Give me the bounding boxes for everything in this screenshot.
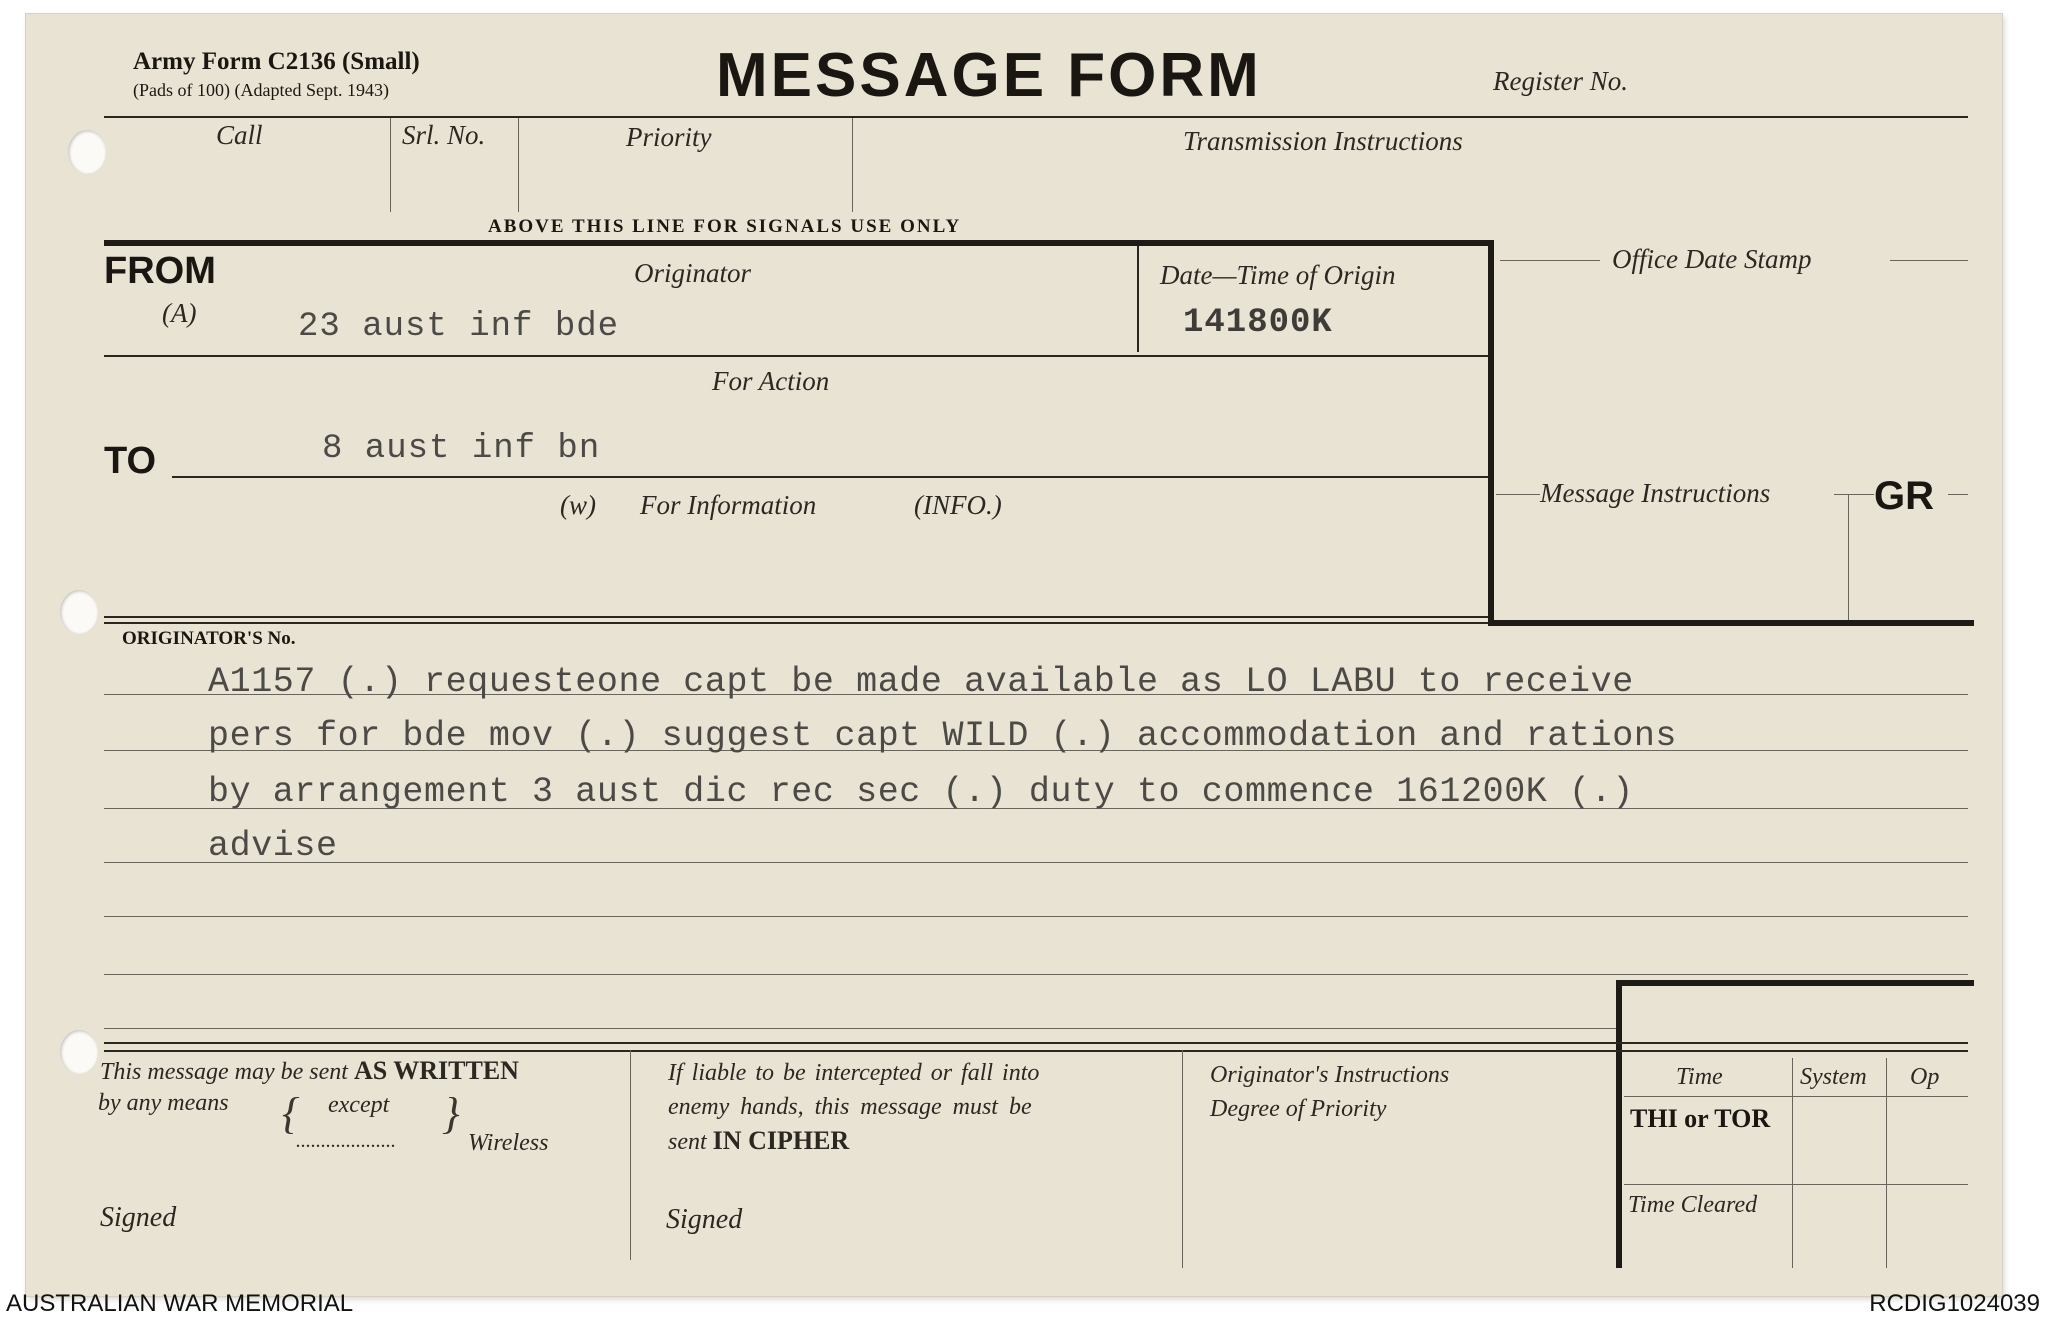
info-w-label: (w) [560,490,596,520]
originator-value: 23 aust inf bde [298,308,620,346]
in-cipher-emphasis: IN CIPHER [712,1126,850,1155]
transmission-instructions-label: Transmission Instructions [1183,126,1463,156]
time-cleared-label: Time Cleared [1628,1192,1758,1218]
instr-rule-mid [1834,494,1874,495]
to-underline [172,476,1488,478]
signals-use-only-note: ABOVE THIS LINE FOR SIGNALS USE ONLY [488,216,962,237]
ruled-line [104,974,1968,975]
wireless-label: Wireless [468,1130,549,1156]
degree-of-priority-label: Degree of Priority [1210,1096,1387,1122]
as-written-prefix: This message may be sent [100,1059,348,1085]
footer-reference: RCDIG1024039 [1869,1290,2040,1317]
as-written-text [100,1056,519,1086]
cipher-text-line2: enemy hands, this message must be [668,1094,1032,1120]
footer-credit: AUSTRALIAN WAR MEMORIAL [6,1290,354,1317]
ruled-line [104,862,1968,863]
stamp-rule-left [1500,260,1600,261]
date-time-origin-value: 141800K [1183,304,1333,342]
message-line: advise [208,826,338,866]
divider [852,118,853,212]
message-line: pers for bde mov (.) suggest capt WILD (.) accommodation and rations [208,716,1678,756]
form-id: Army Form C2136 (Small) [133,48,420,75]
gr-divider [1848,494,1849,620]
except-label: except [328,1092,390,1118]
to-value: 8 aust inf bn [322,430,601,468]
punch-hole [68,130,106,174]
for-action-label: For Action [712,366,830,396]
cipher-prefix: sent [668,1129,707,1155]
punch-hole [60,590,98,634]
time-box-top-rule [1618,980,1974,986]
page-title: MESSAGE FORM [716,41,1262,110]
message-line: A1157 (.) requesteone capt be made available as LO LABU to receive [208,662,1634,702]
stamp-rule-right [1890,260,1968,261]
signed-label: Signed [666,1204,743,1235]
ruled-line [104,1028,1618,1029]
signed-label: Signed [100,1202,177,1233]
divider [1886,1058,1887,1268]
priority-label: Priority [626,122,712,152]
divider [390,118,391,212]
divider [518,118,519,212]
divider [630,1050,631,1260]
from-box-right-rule [1488,240,1494,626]
time-box-rule [1624,1096,1968,1097]
for-information-label: For Information [640,490,817,520]
register-no-label: Register No. [1493,66,1628,96]
info-abbr-label: (INFO.) [914,490,1002,520]
brace-right: } [442,1089,460,1138]
date-time-origin-label: Date—Time of Origin [1160,260,1396,290]
srl-no-label: Srl. No. [402,120,486,150]
message-top-rule-b [104,622,1488,624]
originator-label: Originator [634,258,752,288]
message-instructions-label: Message Instructions [1540,478,1771,508]
punch-hole [60,1030,98,1074]
from-label: FROM [104,250,216,292]
message-line: by arrangement 3 aust dic rec sec (.) duty to commence 161200K (.) [208,772,1634,812]
from-sub-label: (A) [162,298,197,328]
to-label: TO [104,440,157,482]
bottom-rule-a [104,1042,1968,1044]
office-date-stamp-label: Office Date Stamp [1612,244,1812,274]
from-to-divider [104,355,1488,357]
time-box-left-rule [1616,980,1622,1268]
call-label: Call [216,120,263,150]
message-top-rule-a [104,616,1488,618]
as-written-emphasis: AS WRITTEN [353,1056,519,1085]
brace-left: { [282,1089,300,1138]
right-panel-bottom-rule [1488,620,1974,626]
any-means-label: by any means [98,1090,229,1116]
ruled-line [104,916,1968,917]
instr-rule-left [1496,494,1540,495]
cipher-text-line3 [668,1126,849,1156]
originators-instructions-label: Originator's Instructions [1210,1062,1450,1088]
thi-tor-label: THI or TOR [1630,1104,1771,1133]
from-box-top-rule [104,240,1494,246]
time-box-rule [1624,1184,1968,1185]
op-label: Op [1910,1064,1940,1090]
except-dotted-field: .................... [296,1130,396,1152]
gr-label: GR [1874,474,1934,518]
form-subtitle: (Pads of 100) (Adapted Sept. 1943) [133,80,389,100]
divider [1137,246,1139,352]
time-label: Time [1676,1064,1723,1090]
originators-no-label: ORIGINATOR'S No. [122,628,296,649]
instr-rule-right [1948,494,1968,495]
bottom-rule-b [104,1050,1968,1052]
cipher-text-line1: If liable to be intercepted or fall into [668,1060,1040,1086]
header-rule [104,116,1968,118]
system-label: System [1800,1064,1867,1090]
divider [1792,1058,1793,1268]
divider [1182,1050,1183,1268]
